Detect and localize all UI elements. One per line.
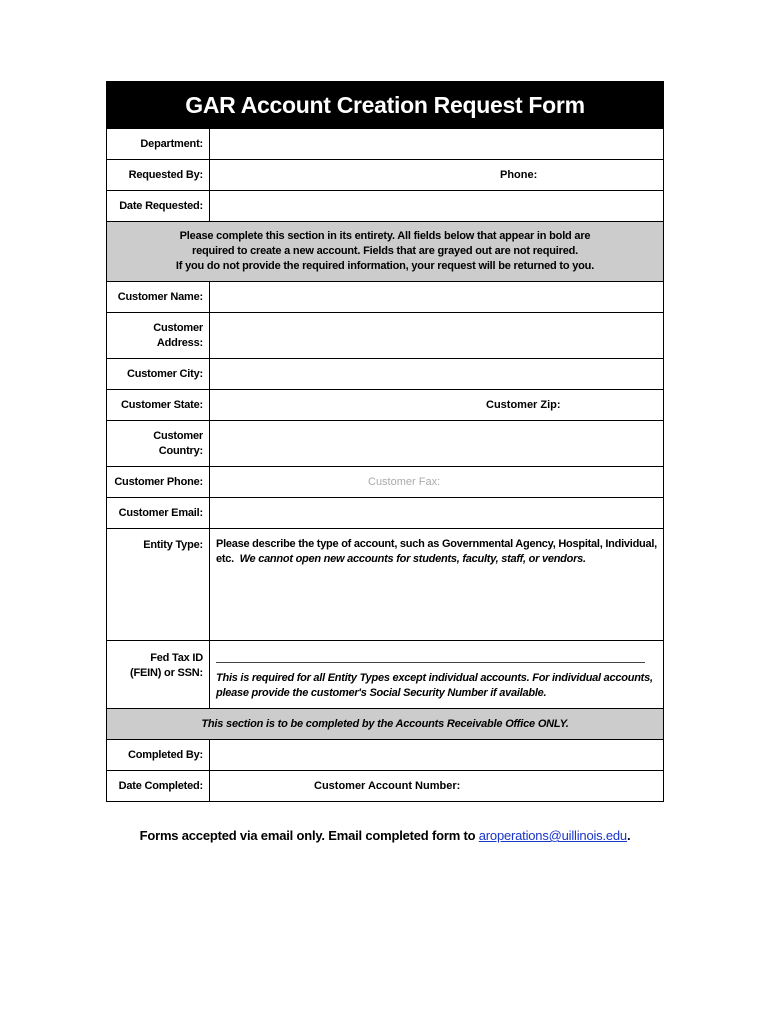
requested-by-field[interactable] [210,160,664,191]
instruction-line: If you do not provide the required information, your request will be returned to you. [175,260,595,272]
department-label: Department: [107,129,210,160]
date-completed-field[interactable] [210,771,664,802]
date-requested-field[interactable] [210,191,664,222]
fed-tax-id-label: Fed Tax ID (FEIN) or SSN: [107,641,210,709]
entity-type-note: We cannot open new accounts for students, faculty, staff, or vendors. [239,553,586,565]
date-completed-label: Date Completed: [107,771,210,802]
customer-address-label: Customer Address: [107,313,210,359]
fed-tax-id-input-line[interactable] [216,651,645,663]
entity-type-help: Please describe the type of account, such as Governmental Agency, Hospital, Individual, etc. [216,538,657,565]
customer-account-number-label: Customer Account Number: [314,780,461,792]
completed-by-field[interactable] [210,740,664,771]
instructions-banner [107,222,664,282]
customer-address-field[interactable] [210,313,664,359]
customer-phone-field[interactable] [210,467,664,498]
date-requested-label: Date Requested: [107,191,210,222]
customer-city-field[interactable] [210,359,664,390]
form-title: GAR Account Creation Request Form [107,82,664,129]
entity-type-label: Entity Type: [107,529,210,641]
customer-email-label: Customer Email: [107,498,210,529]
department-field[interactable] [210,129,664,160]
fed-tax-id-note: This is required for all Entity Types except individual accounts. For individual accounts, please provide the customer's Social Security Number if available. [216,672,653,699]
footer-period: . [626,828,631,843]
customer-phone-label: Customer Phone: [107,467,210,498]
customer-name-label: Customer Name: [107,282,210,313]
account-request-form [106,81,664,802]
customer-country-field[interactable] [210,421,664,467]
customer-city-label: Customer City: [107,359,210,390]
requested-by-label: Requested By: [107,160,210,191]
customer-country-label: Customer Country: [107,421,210,467]
customer-fax-label: Customer Fax: [368,476,441,488]
customer-email-field[interactable] [210,498,664,529]
customer-state-field[interactable] [210,390,664,421]
fed-tax-id-field[interactable] [210,641,664,709]
instruction-line: required to create a new account. Fields that are grayed out are not required. [191,245,578,257]
customer-name-field[interactable] [210,282,664,313]
entity-type-field[interactable] [210,529,664,641]
ar-office-banner: This section is to be completed by the Accounts Receivable Office ONLY. [107,709,664,740]
footer-text: Forms accepted via email only. Email completed form to [139,828,476,843]
footer-note [0,828,770,843]
instruction-line: Please complete this section in its entirety. All fields below that appear in bold are [179,230,591,242]
customer-zip-label: Customer Zip: [486,399,561,411]
email-link[interactable]: aroperations@uillinois.edu [478,828,627,843]
customer-state-label: Customer State: [107,390,210,421]
completed-by-label: Completed By: [107,740,210,771]
phone-label: Phone: [500,169,538,181]
